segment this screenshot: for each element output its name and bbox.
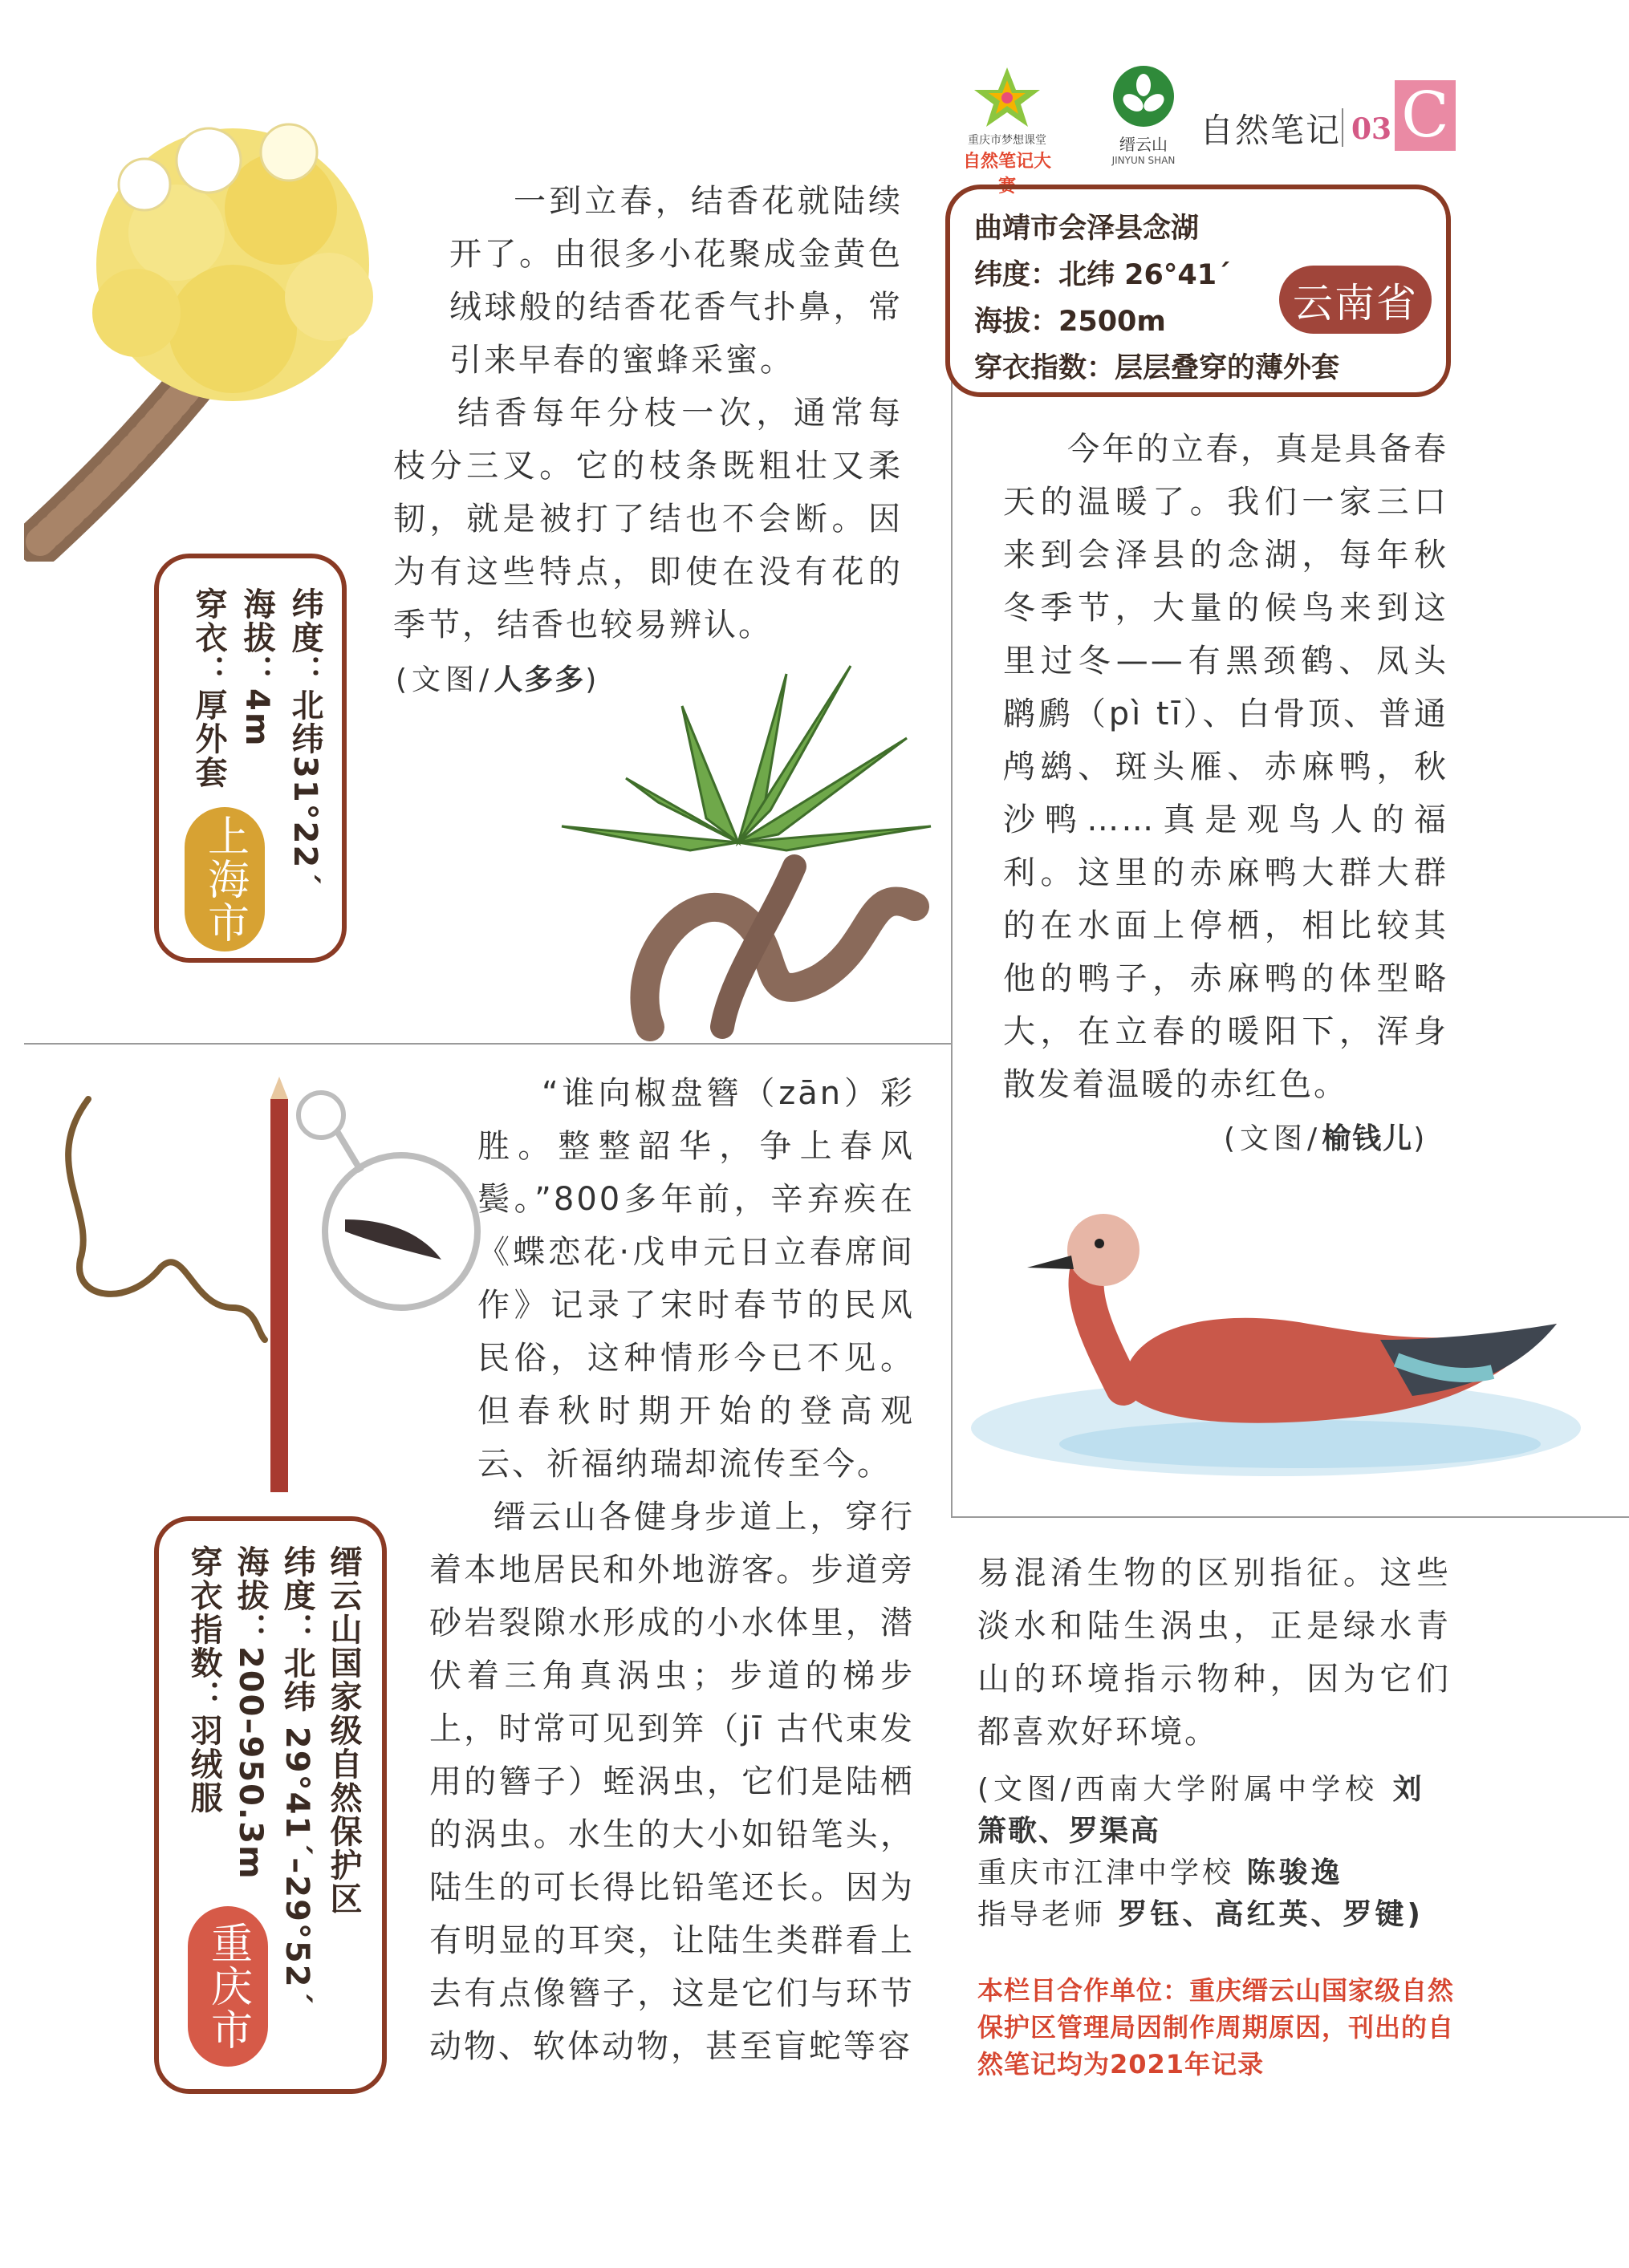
chongqing-paragraph-2: 缙云山各健身步道上，穿行着本地居民和外地游客。步道旁砂岩裂隙水形成的小水体里，潜伏着三角真涡虫；步道的梯步上，时常可见到笄（jī 古代束发用的簪子）蛭涡虫，它们是陆栖的涡虫。水生的大小如铅笔头，陆生的可长得比铅笔还长。因为有明显的耳突，让陆生类群看上去有点像簪子，这是它们与环节动物、软体动物，甚至盲蛇等容 — [429, 1499, 915, 2065]
chongqing-badge: 重庆市 — [188, 1906, 268, 2067]
section-letter: C — [1401, 79, 1449, 152]
chongqing-credit-line1 — [977, 1769, 1459, 1811]
chongqing-altitude: 海拔：200–950.3m — [232, 1545, 269, 1881]
chongqing-paragraph-1: “谁向椒盘簪（zān）彩胜。整整韶华，争上春风鬓。”800多年前，辛弃疾在《蝶恋花·戊申元日立春席间作》记录了宋时春节的民风民俗，这种情形今已不见。但春秋时期开始的登高观云、祈福纳瑞却流传至今。 — [477, 1075, 915, 1483]
chongqing-clothing: 穿衣指数：羽绒服 — [185, 1545, 222, 1815]
logo2-cn: 缙云山 — [1119, 135, 1168, 154]
logo1-line2: 自然笔记大赛 — [962, 152, 1051, 197]
yunnan-info-box — [945, 185, 1451, 397]
shanghai-badge: 上海市 — [185, 807, 265, 951]
chongqing-credit-line2: 箫歌、罗渠高 — [977, 1815, 1161, 1848]
yunnan-credit-prefix: (文图/ — [1224, 1122, 1322, 1155]
chongqing-credit-name1: 刘 — [1392, 1773, 1427, 1806]
yunnan-paragraph: 今年的立春，真是具备春天的温暖了。我们一家三口来到会泽县的念湖，每年秋冬季节，大量的候鸟来到这里过冬——有黑颈鹤、凤头䴙䴘（pì tī）、白骨顶、普通鸬鹚、斑头雁、赤麻鸭，秋沙鸭……真是观鸟人的福利。这里的赤麻鸭大群大群的在水面上停栖，相比较其他的鸭子，赤麻鸭的体型略大，在立春的暖阳下，浑身散发着温暖的赤红色。 — [1003, 431, 1448, 1103]
shanghai-credit-suffix: ) — [585, 663, 602, 696]
yunnan-text — [1003, 423, 1448, 1111]
shanghai-clothing: 穿衣：厚外套 — [190, 587, 227, 789]
chongqing-continuation: 易混淆生物的区别指征。这些淡水和陆生涡虫，正是绿水青山的环境指示物种，因为它们都喜欢好环境。 — [977, 1555, 1451, 1751]
shanghai-info-box — [154, 554, 347, 963]
dream-class-logo — [955, 64, 1059, 197]
section-divider-vertical — [951, 377, 953, 1516]
daphne-flower-illustration — [24, 104, 409, 562]
chongqing-credit-school1: (文图/西南大学附属中学校 — [977, 1773, 1379, 1806]
yunnan-location: 曲靖市会泽县念湖 — [974, 213, 1200, 245]
chongqing-credit-name2: 陈骏逸 — [1246, 1856, 1343, 1889]
chongqing-reserve-name: 缙云山国家级自然保护区 — [325, 1545, 362, 1916]
header — [955, 64, 1469, 197]
chongqing-text — [429, 1067, 915, 2073]
chongqing-continuation-text — [977, 1547, 1451, 1759]
leaf-circle-logo-icon — [1111, 64, 1176, 128]
ruddy-shelduck-illustration — [963, 1187, 1605, 1508]
yunnan-credit-suffix: ) — [1413, 1122, 1430, 1155]
jinyunshan-logo — [1099, 64, 1188, 164]
shanghai-credit-name: 人多多 — [494, 663, 586, 696]
logo2-en: JINYUN SHAN — [1111, 155, 1176, 166]
chongqing-latitude: 纬度：北纬 29°41´–29°52´ — [278, 1545, 315, 2006]
shanghai-credit-prefix: (文图/ — [396, 663, 494, 696]
yunnan-bottom-divider — [951, 1516, 1629, 1518]
yunnan-credit-name: 榆钱儿 — [1322, 1122, 1414, 1155]
section-title: 自然笔记 — [1200, 111, 1342, 150]
chongqing-credit-line4 — [977, 1894, 1459, 1936]
shanghai-altitude: 海拔：4m — [238, 587, 275, 748]
section-divider-horizontal — [24, 1043, 951, 1045]
yunnan-badge: 云南省 — [1279, 266, 1432, 334]
shanghai-text — [393, 175, 903, 651]
yunnan-clothing: 穿衣指数：层层叠穿的薄外套 — [974, 352, 1340, 384]
page-number: 03 — [1351, 112, 1392, 146]
yunnan-altitude: 海拔：2500m — [974, 306, 1166, 338]
header-divider — [1342, 108, 1343, 147]
chongqing-credit-line3 — [977, 1852, 1459, 1894]
chongqing-info-box — [154, 1516, 387, 2094]
chongqing-credit-school2: 重庆市江津中学校 — [977, 1856, 1235, 1889]
shanghai-latitude: 纬度：北纬31°22´ — [286, 587, 323, 887]
logo1-line1: 重庆市梦想课堂 — [968, 134, 1046, 147]
shanghai-paragraph-2: 结香每年分枝一次，通常每枝分三叉。它的枝条既粗壮又柔韧，就是被打了结也不会断。因为有这些特点，即使在没有花的季节，结香也较易辨认。 — [393, 395, 903, 643]
chongqing-credit — [977, 1769, 1459, 1936]
chongqing-credit-teacher-label: 指导老师 — [977, 1898, 1107, 1931]
daphne-branch-illustration — [530, 642, 951, 1043]
yunnan-latitude: 纬度：北纬 26°41´ — [974, 259, 1231, 291]
shanghai-paragraph-1: 一到立春，结香花就陆续开了。由很多小花聚成金黄色绒球般的结香花香气扑鼻，常引来早春的蜜蜂采蜜。 — [449, 183, 903, 379]
yunnan-credit — [1224, 1118, 1429, 1160]
chongqing-credit-teachers: 罗钰、高红英、罗键) — [1118, 1898, 1424, 1931]
star-logo-icon — [955, 64, 1059, 128]
section-letter-badge — [1395, 80, 1456, 151]
cooperation-note: 本栏目合作单位：重庆缙云山国家级自然保护区管理局因制作周期原因，刊出的自然笔记均为2021年记录 — [977, 1975, 1455, 2079]
